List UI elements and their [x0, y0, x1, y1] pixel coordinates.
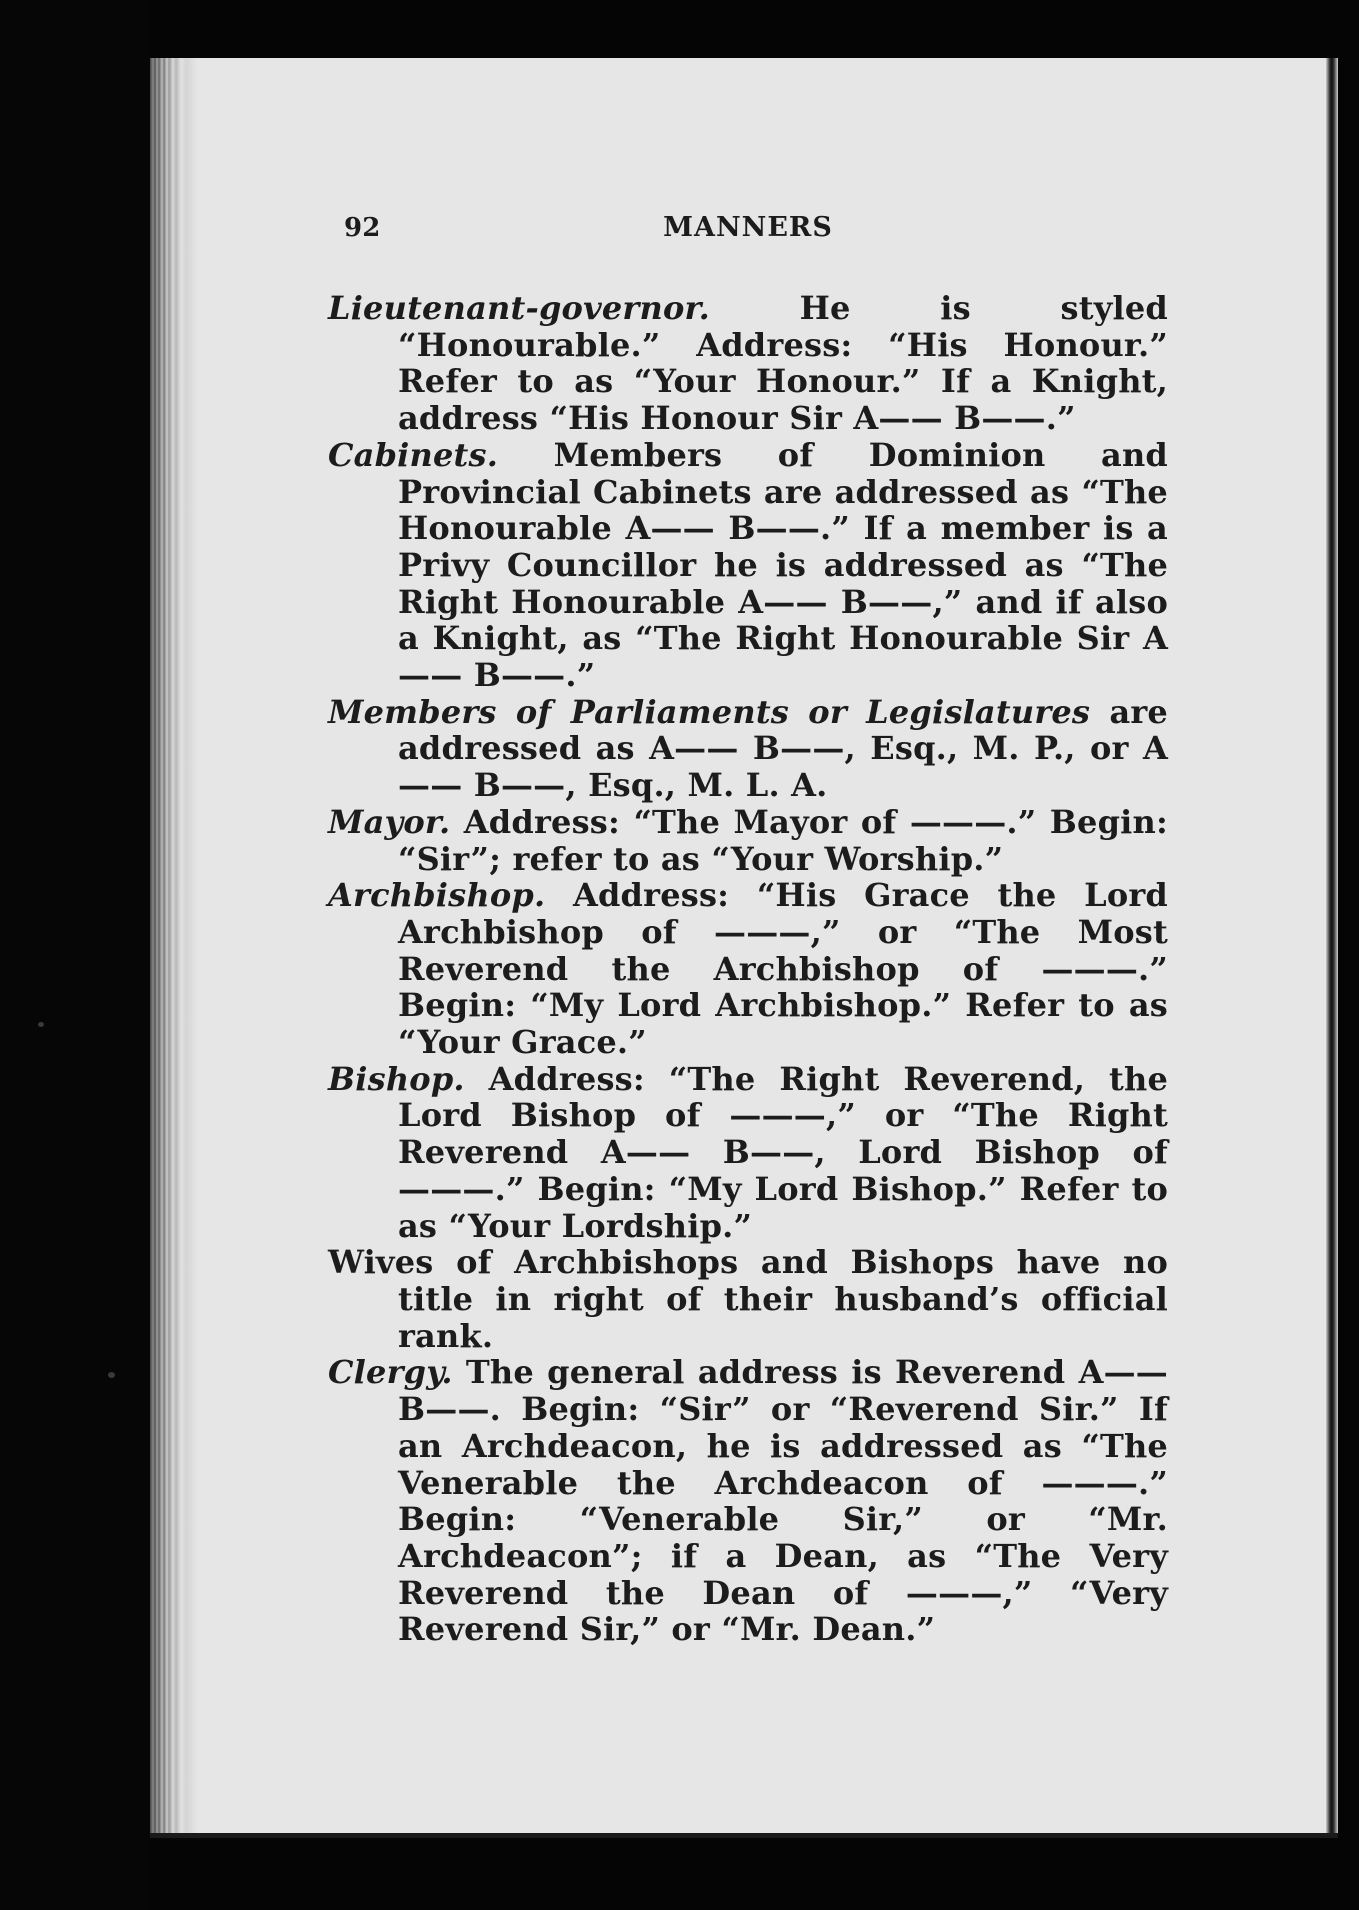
entry-term: Lieutenant-governor.: [328, 289, 710, 327]
entry-term: Mayor.: [328, 802, 451, 841]
entry-text: Address: “His Grace the Lord Archbishop of ———,” or “The Most Reverend the Archbishop of ———.” Begin: “My Lord Archbishop.” Refer to as “Your Grace.”: [398, 876, 1168, 1062]
entry-lieutenant-governor: [328, 290, 1168, 437]
entry-wives: [328, 1244, 1168, 1354]
entry-cabinets: [328, 437, 1168, 694]
page-number: 92: [344, 213, 381, 243]
entry-mayor: [328, 804, 1168, 877]
page-right-edge: [1326, 58, 1338, 1833]
scan-speck: [38, 1022, 44, 1027]
scan-left-shadow: [0, 0, 150, 1910]
entry-text: Wives of Archbishops and Bishops have no title in right of their husband’s official rank.: [328, 1243, 1168, 1355]
entry-bishop: [328, 1061, 1168, 1245]
running-head: MANNERS: [663, 212, 833, 243]
entry-term: Clergy.: [328, 1353, 453, 1392]
entry-archbishop: [328, 877, 1168, 1061]
entry-term: Bishop.: [328, 1059, 465, 1098]
entry-text: The general address is Reverend A—— B——. Begin: “Sir” or “Reverend Sir.” If an Archdeacon, he is addressed as “The Venerable the Archdeacon of ———.” Begin: “Venerable Sir,” or “Mr. Archdeacon”; if a Dean, as “The Very Reverend the Dean of ———,” “Very Reverend Sir,” or “Mr. Dean.”: [398, 1353, 1169, 1649]
page-header: [328, 210, 1168, 270]
entry-members-of-parliaments: [328, 694, 1168, 804]
entry-term: Cabinets.: [328, 435, 499, 474]
entry-text: Address: “The Right Reverend, the Lord Bishop of ———,” or “The Right Reverend A—— B——, Lord Bishop of ———.” Begin: “My Lord Bishop.” Refer to as “Your Lordship.”: [398, 1059, 1168, 1245]
scan-speck: [108, 1372, 115, 1378]
entry-text: are addressed as A—— B——, Esq., M. P., or A—— B——, Esq., M. L. A.: [398, 692, 1168, 805]
entry-term: Members of Parliaments or Legislatures: [328, 692, 1091, 731]
entry-clergy: [328, 1354, 1168, 1648]
entry-text: Address: “The Mayor of ———.” Begin: “Sir”; refer to as “Your Worship.”: [398, 802, 1168, 878]
entry-text: Members of Dominion and Provincial Cabinets are addressed as “The Honourable A—— B——.” If a member is a Privy Councillor he is addressed as “The Right Honourable A—— B——,” and if also a Knight, as “The Right Honourable Sir A—— B——.”: [398, 435, 1169, 695]
entry-text: He is styled “Honourable.” Address: “His Honour.” Refer to as “Your Honour.” If a Knight, address “His Honour Sir A—— B——.”: [398, 289, 1168, 438]
page-gutter: [150, 58, 198, 1833]
entry-term: Archbishop.: [328, 876, 546, 915]
page-text: [328, 210, 1168, 1648]
